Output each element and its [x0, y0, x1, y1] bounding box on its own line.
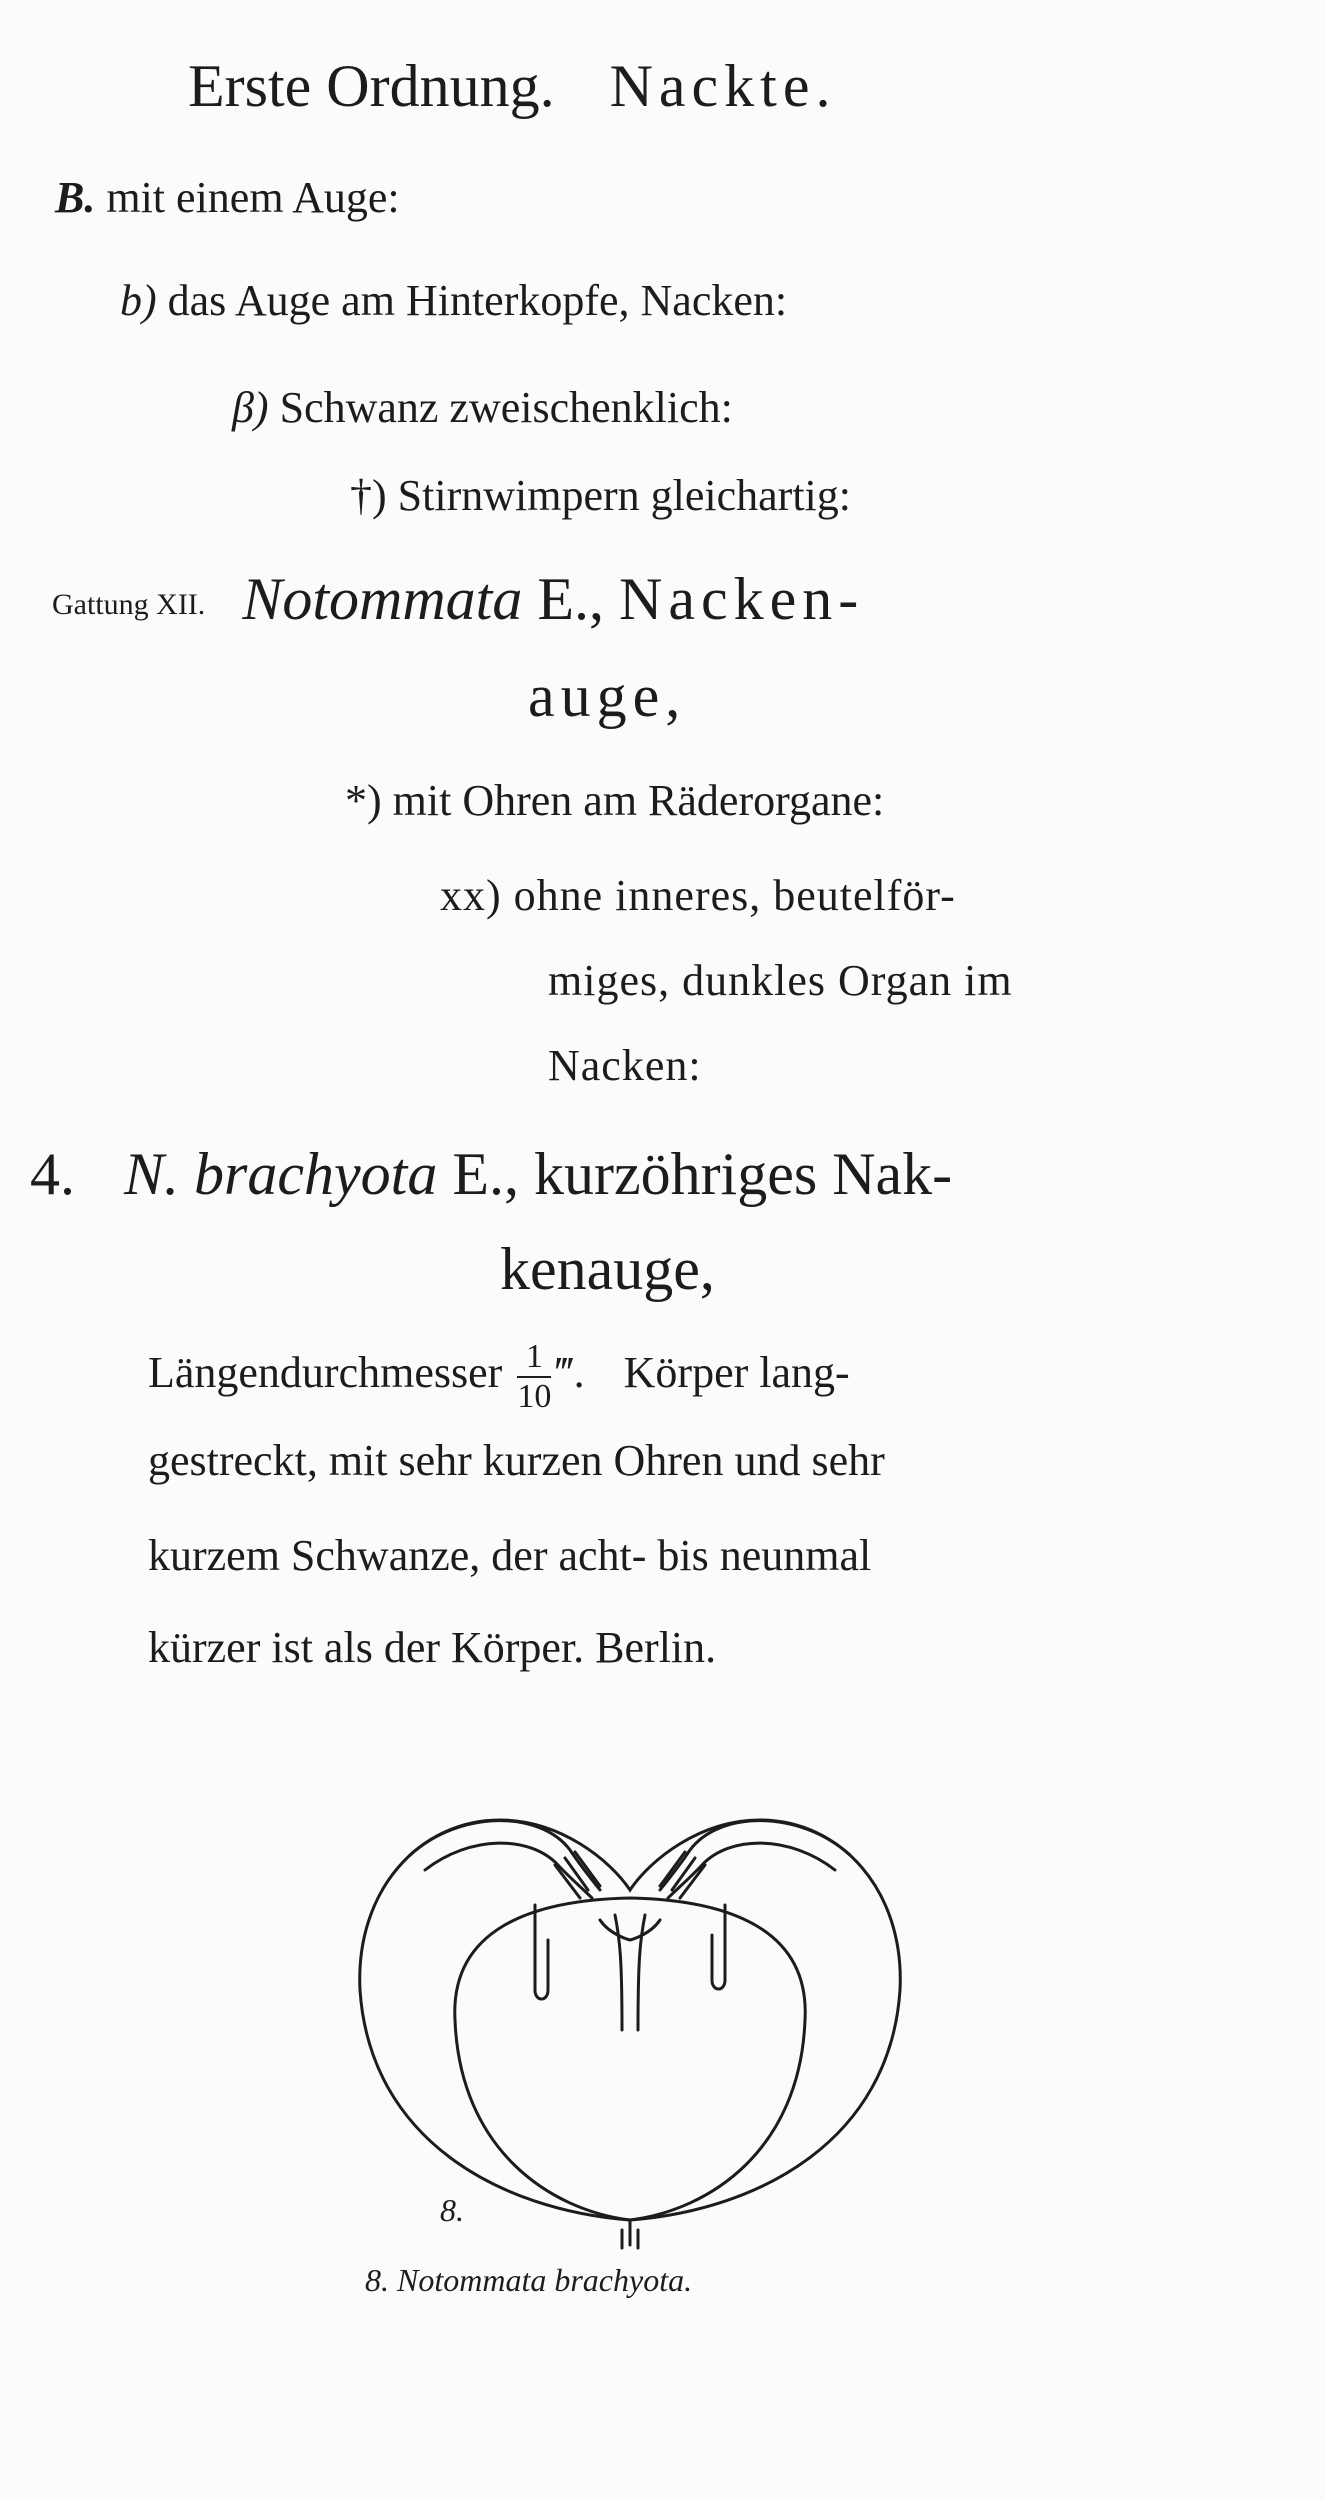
- outline-b2-marker: b): [120, 276, 157, 325]
- notommata-illustration: [330, 1740, 930, 2300]
- outline-dagger-text: Stirnwimpern gleichartig:: [397, 471, 851, 520]
- genus-line: [52, 565, 864, 634]
- figure-caption: 8. Notommata brachyota.: [365, 2262, 693, 2298]
- species-epithet: brachyota: [194, 1141, 438, 1207]
- species-abbr: N.: [124, 1141, 180, 1207]
- central-canal: [615, 1915, 645, 2030]
- species-author: E.,: [452, 1141, 519, 1207]
- subdivision-xx-line3: Nacken:: [548, 1041, 702, 1090]
- species-common-line1: kurzöhriges Nak-: [533, 1141, 953, 1207]
- fraction-numerator: 1: [517, 1340, 551, 1378]
- mouth-funnel: [600, 1920, 660, 1940]
- outline-beta-marker: β): [232, 383, 269, 432]
- left-ear-inner: [425, 1843, 592, 1898]
- description-line3: kurzem Schwanze, der acht- bis neunmal: [148, 1531, 872, 1580]
- description-line1-after: Körper lang-: [623, 1348, 850, 1398]
- subdivision-xx-line1: ohne inneres, beutelför-: [513, 871, 956, 920]
- outline-dagger-marker: †): [350, 471, 387, 520]
- genus-name: Notommata: [242, 566, 523, 632]
- description-line1-before: Längendurchmesser: [148, 1348, 503, 1398]
- genus-common-part1: Nacken-: [618, 566, 865, 632]
- subdivision-xx-line2: miges, dunkles Organ im: [548, 956, 1013, 1005]
- genus-label: Gattung XII.: [52, 588, 206, 622]
- description-line2: gestreckt, mit sehr kurzen Ohren und sehr: [148, 1436, 885, 1485]
- tail-stub: [622, 2220, 638, 2248]
- heading-group: Nackte.: [609, 53, 837, 119]
- genus-common-part2: auge,: [528, 663, 687, 729]
- outline-beta-text: Schwanz zweischenklich:: [279, 383, 733, 432]
- left-organ: [535, 1905, 548, 1999]
- right-ear-inner: [668, 1843, 835, 1898]
- description-line1: [148, 1340, 850, 1414]
- species-common-line2: kenauge,: [500, 1236, 715, 1302]
- heading-order: Erste Ordnung.: [188, 53, 555, 119]
- subdivision-xx-marker: xx): [440, 871, 502, 920]
- subdivision-xx: [440, 870, 956, 921]
- description-line4: kürzer ist als der Körper. Berlin.: [148, 1623, 717, 1672]
- right-organ: [712, 1905, 725, 1989]
- genus-author: E.,: [537, 566, 604, 632]
- outline-b2-text: das Auge am Hinterkopfe, Nacken:: [167, 276, 788, 325]
- outline-beta: [232, 382, 733, 433]
- subdivision-star: [345, 775, 884, 826]
- description-line1-unit: ‴.: [555, 1348, 585, 1398]
- inner-body-outline: [455, 1898, 805, 2220]
- fraction-denominator: 10: [517, 1378, 552, 1415]
- outline-dagger: [350, 470, 851, 521]
- subdivision-star-text: mit Ohren am Räderorgane:: [392, 776, 885, 825]
- illustration-body: [360, 1820, 901, 2248]
- outline-b-marker: B.: [55, 173, 96, 222]
- outline-b2: [120, 275, 787, 326]
- outline-b-text: mit einem Auge:: [106, 173, 400, 222]
- length-fraction: [517, 1340, 551, 1414]
- figure-number: 8.: [440, 2192, 464, 2228]
- outline-b: [55, 172, 400, 223]
- outer-body-outline: [360, 1820, 901, 2220]
- subdivision-star-marker: *): [345, 776, 382, 825]
- page-heading: [188, 52, 837, 121]
- species-number: 4.: [30, 1141, 75, 1207]
- species-line: [30, 1140, 952, 1209]
